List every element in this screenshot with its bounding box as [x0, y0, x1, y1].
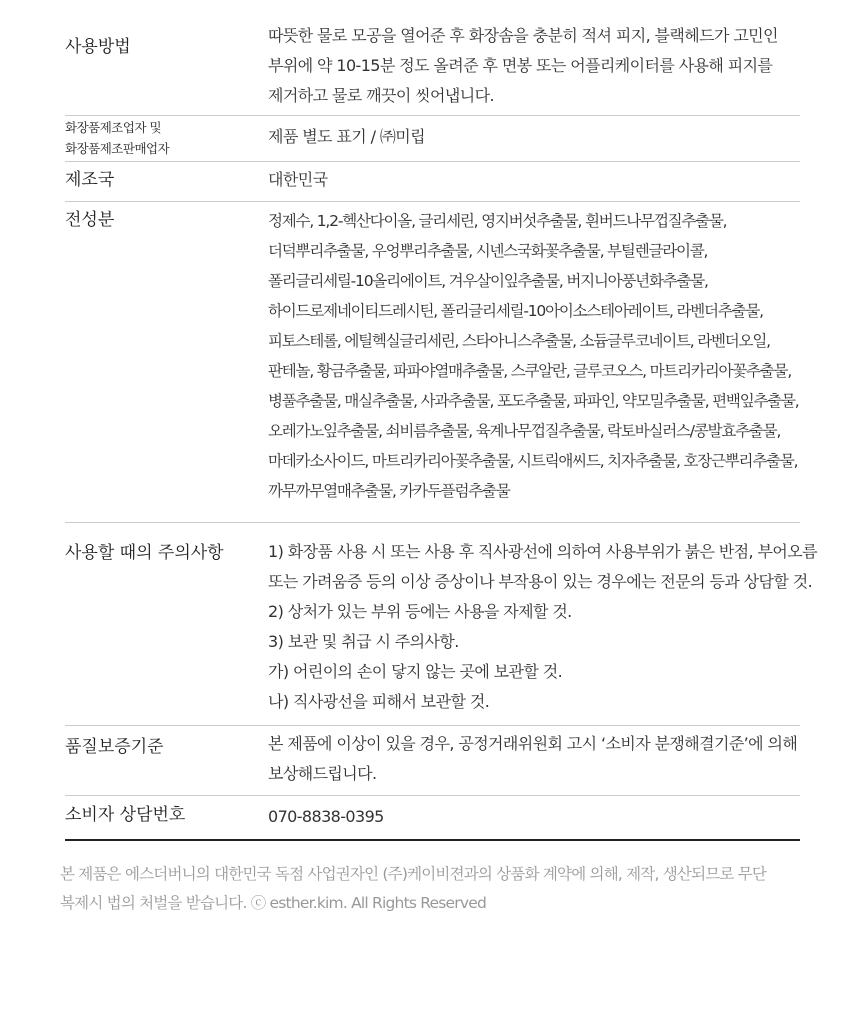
ingredients-line: 마데카소사이드, 마트리카리아꽃추출물, 시트릭애씨드, 치자추출물, 호장근뿌리추출물, [268, 452, 798, 470]
ingredients-line: 폴리글리세릴-10올리에이트, 겨우살이잎추출물, 버지니아풍년화추출물, [268, 272, 708, 290]
label-country: 제조국 [65, 170, 115, 190]
ingredients-line: 까무까무열매추출물, 카카두플럼추출물 [268, 482, 510, 500]
value-usage [268, 0, 800, 115]
copyright-line: 복제시 법의 처벌을 받습니다. ⓒ esther.kim. All Rights Reserved [60, 894, 487, 912]
caution-line: 3) 보관 및 취급 시 주의사항. [268, 632, 459, 651]
label-ingredients: 전성분 [65, 210, 115, 230]
row-quality [65, 725, 800, 795]
ingredients-line: 더덕뿌리추출물, 우엉뿌리추출물, 시넨스국화꽃추출물, 부틸렌글라이콜, [268, 242, 708, 260]
ingredients-line: 판테놀, 황금추출물, 파파야열매추출물, 스쿠알란, 글루코오스, 마트리카리아꽃추출물, [268, 362, 792, 380]
label-cautions: 사용할 때의 주의사항 [65, 543, 224, 563]
value-quality [268, 726, 800, 795]
value-country [268, 162, 800, 201]
row-ingredients [65, 201, 800, 522]
copyright-notice [60, 860, 805, 918]
ingredients-line: 병풀추출물, 매실추출물, 사과추출물, 포도추출물, 파파인, 약모밀추출물, 편백잎추출물, [268, 392, 799, 410]
manufacturer-value: 제품 별도 표기 / ㈜미립 [268, 127, 425, 146]
value-contact [268, 796, 800, 839]
row-country [65, 161, 800, 201]
usage-line: 부위에 약 10-15분 정도 올려준 후 면봉 또는 어플리케이터를 사용해 피지를 [268, 56, 773, 75]
quality-line: 보상해드립니다. [268, 764, 377, 783]
label-manufacturer [65, 116, 268, 161]
row-usage [65, 0, 800, 115]
label-contact: 소비자 상담번호 [65, 805, 186, 825]
caution-line: 2) 상처가 있는 부위 등에는 사용을 자제할 것. [268, 602, 572, 621]
label-usage: 사용방법 [65, 37, 131, 57]
quality-line: 본 제품에 이상이 있을 경우, 공정거래위원회 고시 ‘소비자 분쟁해결기준’에 의해 [268, 734, 798, 753]
row-cautions [65, 522, 817, 725]
caution-line: 또는 가려움증 등의 이상 증상이나 부작용이 있는 경우에는 전문의 등과 상담할 것. [268, 572, 813, 591]
row-contact [65, 795, 800, 839]
ingredients-line: 피토스테롤, 에틸헥실글리세린, 스타아니스추출물, 소듐글루코네이트, 라벤더오일, [268, 332, 770, 350]
usage-line: 제거하고 물로 깨끗이 씻어냅니다. [268, 86, 494, 105]
ingredients-line: 정제수, 1,2-헥산다이올, 글리세린, 영지버섯추출물, 흰버드나무껍질추출물, [268, 212, 727, 230]
value-ingredients [268, 202, 800, 522]
row-manufacturer [65, 115, 800, 161]
usage-line: 따뜻한 물로 모공을 열어준 후 화장솜을 충분히 적셔 피지, 블랙헤드가 고민인 [268, 26, 778, 45]
manufacturer-label-line: 화장품제조판매업자 [65, 141, 170, 156]
product-info-table [65, 0, 817, 841]
country-value: 대한민국 [268, 170, 328, 189]
label-quality: 품질보증기준 [65, 737, 164, 757]
caution-line: 1) 화장품 사용 시 또는 사용 후 직사광선에 의하여 사용부위가 붉은 반점, 부어오름 [268, 542, 817, 561]
ingredients-line: 하이드로제네이티드레시틴, 폴리글리세릴-10아이소스테아레이트, 라벤더추출물, [268, 302, 763, 320]
ingredients-line: 오레가노잎추출물, 쇠비름추출물, 육계나무껍질추출물, 락토바실러스/콩발효추출물, [268, 422, 781, 440]
caution-line: 나) 직사광선을 피해서 보관할 것. [268, 692, 490, 711]
caution-line: 가) 어린이의 손이 닿지 않는 곳에 보관할 것. [268, 662, 563, 681]
value-cautions [268, 523, 817, 725]
manufacturer-label-line: 화장품제조업자 및 [65, 120, 162, 135]
copyright-line: 본 제품은 에스더버니의 대한민국 독점 사업권자인 (주)케이비젼과의 상품화 계약에 의해, 제작, 생산되므로 무단 [60, 865, 767, 883]
value-manufacturer [268, 116, 800, 161]
contact-number: 070-8838-0395 [268, 807, 384, 826]
